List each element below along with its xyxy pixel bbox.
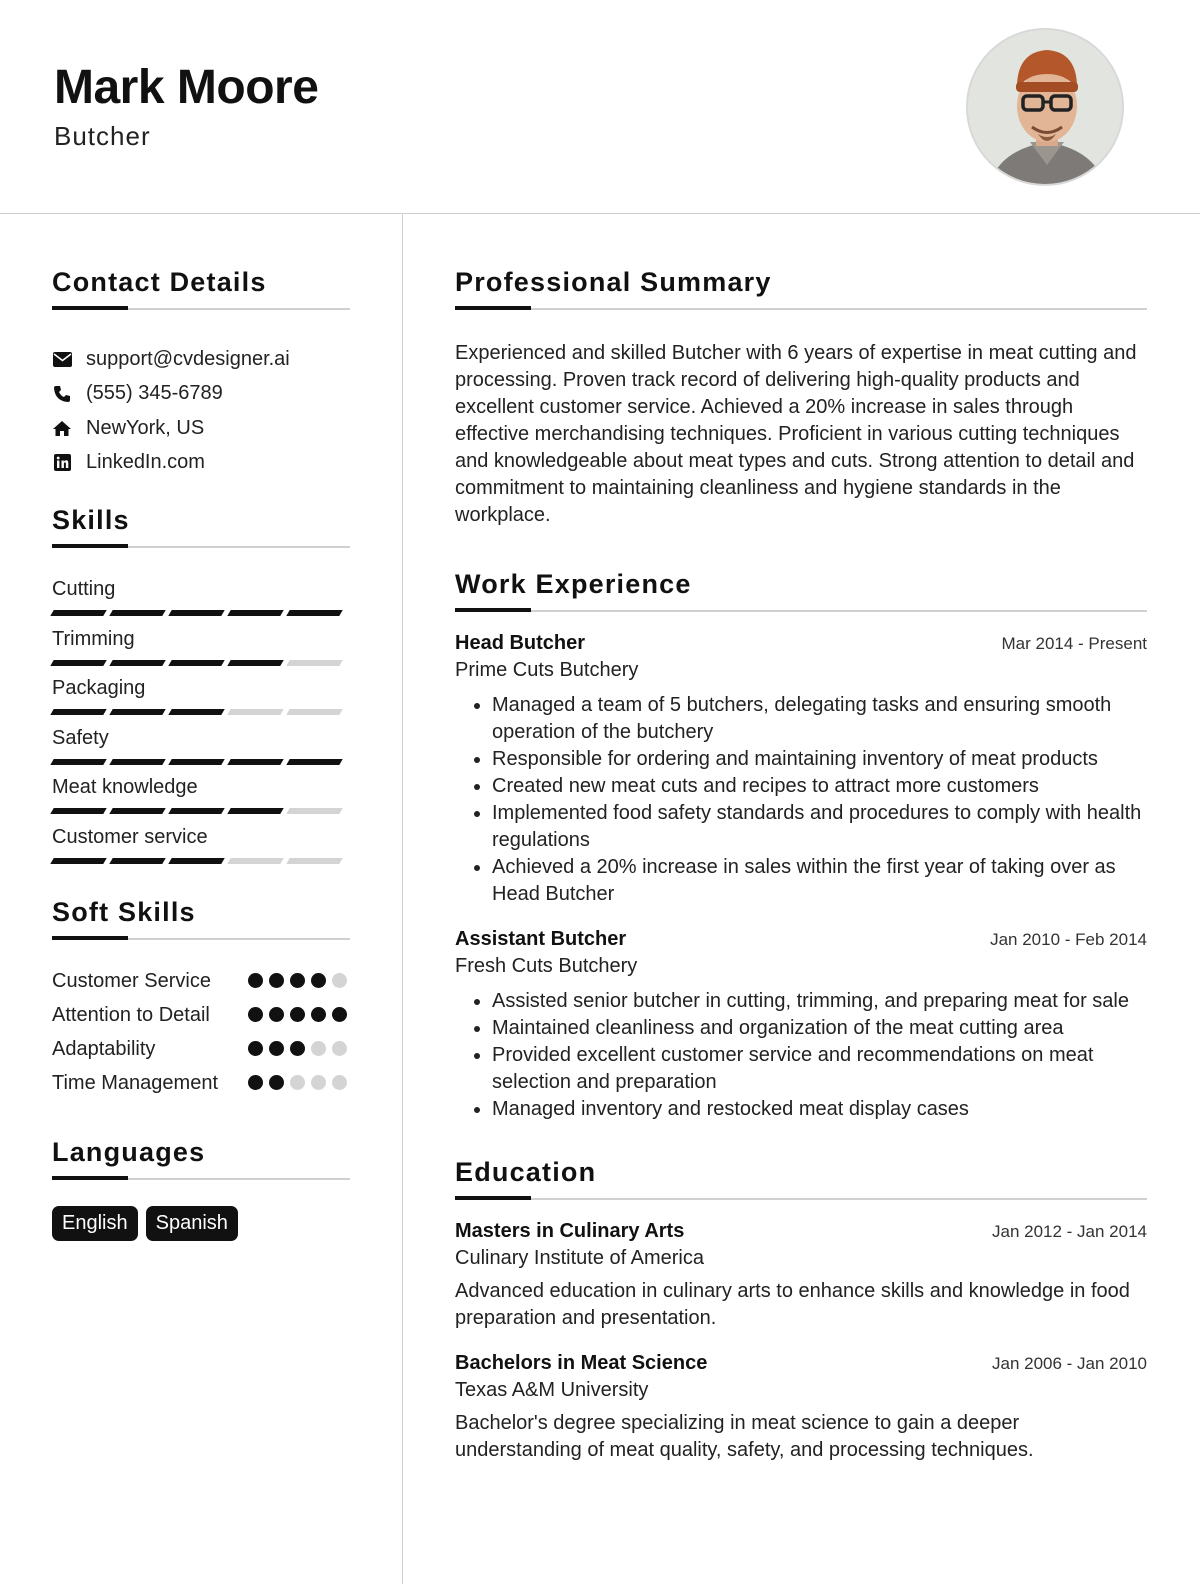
contact-location-text: NewYork, US	[86, 416, 205, 439]
soft-skills-title: Soft Skills	[52, 897, 350, 940]
experience-date: Jan 2010 - Feb 2014	[990, 930, 1147, 949]
rating-dot	[332, 1041, 347, 1056]
language-badge: English	[52, 1206, 138, 1241]
education-degree: Masters in Culinary Arts	[455, 1220, 685, 1242]
contact-list	[52, 342, 350, 480]
skill-level-segment	[168, 808, 224, 814]
skill-item	[52, 626, 350, 676]
skill-level-segment	[227, 808, 283, 814]
skill-level-segment	[109, 709, 165, 715]
profile-photo-illustration	[968, 30, 1124, 186]
envelope-icon	[52, 349, 72, 369]
soft-skill-name: Attention to Detail	[52, 1004, 210, 1026]
experience-bullet: • Responsible for ordering and maintaining inventory of meat products	[492, 746, 1147, 773]
experience-bullet: • Achieved a 20% increase in sales within the first year of taking over as Head Butcher	[492, 854, 1147, 908]
skill-item	[52, 576, 350, 626]
rating-dot	[311, 1075, 326, 1090]
rating-dot	[248, 1007, 263, 1022]
skill-level-bar	[52, 808, 350, 814]
rating-dot	[248, 1041, 263, 1056]
skill-level-segment	[227, 759, 283, 765]
rating-dot	[290, 1075, 305, 1090]
soft-skills-list	[52, 968, 350, 1097]
education-list	[455, 1220, 1147, 1464]
skill-name: Customer service	[52, 825, 208, 848]
soft-skill-name: Adaptability	[52, 1038, 156, 1060]
contact-email-text[interactable]: support@cvdesigner.ai	[86, 347, 290, 370]
skill-level-segment	[168, 858, 224, 864]
education-school: Culinary Institute of America	[455, 1247, 704, 1269]
linkedin-icon	[52, 453, 72, 473]
experience-title: Work Experience	[455, 569, 1147, 612]
skill-name: Safety	[52, 726, 109, 749]
skill-level-segment	[50, 808, 106, 814]
education-description: Advanced education in culinary arts to enhance skills and knowledge in food preparation and presentation.	[455, 1280, 1130, 1329]
skill-level-segment	[109, 610, 165, 616]
skill-item	[52, 824, 350, 874]
experience-section	[455, 569, 1147, 1123]
contact-email	[52, 342, 350, 377]
rating-dot	[332, 973, 347, 988]
rating-dot	[332, 1007, 347, 1022]
languages-list	[52, 1206, 350, 1241]
rating-dot	[269, 1041, 284, 1056]
contact-title: Contact Details	[52, 267, 350, 310]
rating-dot	[248, 1075, 263, 1090]
contact-linkedin-text[interactable]: LinkedIn.com	[86, 451, 205, 474]
skill-level-segment	[168, 610, 224, 616]
experience-bullet: • Assisted senior butcher in cutting, trimming, and preparing meat for sale	[492, 988, 1147, 1015]
experience-bullet: • Managed inventory and restocked meat display cases	[492, 1096, 1147, 1123]
summary-text: Experienced and skilled Butcher with 6 years of expertise in meat cutting and processing. Proven track record of delivering high-quality products and excellent customer service. Achieved a 20% increase in sales through effective merchandising techniques. Proficient in various cutting techniques and knowledgeable about meat types and cuts. Strong attention to detail and commitment to maintaining cleanliness and hygiene standards in the workplace.	[455, 342, 1137, 526]
skills-section	[52, 505, 350, 873]
rating-dot	[290, 1041, 305, 1056]
skill-level-segment	[50, 858, 106, 864]
experience-entry	[455, 928, 1147, 1123]
skill-level-segment	[227, 709, 283, 715]
experience-bullet: • Maintained cleanliness and organization of the meat cutting area	[492, 1015, 1147, 1042]
skill-level-segment	[227, 660, 283, 666]
skill-level-segment	[286, 610, 342, 616]
rating-dot	[248, 973, 263, 988]
experience-bullet: • Implemented food safety standards and procedures to comply with health regulations	[492, 800, 1147, 854]
rating-dot	[269, 1007, 284, 1022]
contact-section	[52, 267, 350, 480]
experience-date: Mar 2014 - Present	[1001, 634, 1147, 653]
experience-bullets	[455, 692, 1147, 908]
skill-level-bar	[52, 858, 350, 864]
soft-skills-section	[52, 897, 350, 1097]
experience-company: Prime Cuts Butchery	[455, 659, 639, 681]
education-date: Jan 2012 - Jan 2014	[991, 1222, 1147, 1241]
skills-list	[52, 576, 350, 873]
contact-linkedin	[52, 446, 350, 481]
education-header	[455, 1352, 1147, 1375]
soft-skill-item	[52, 968, 350, 995]
skill-level-segment	[50, 610, 106, 616]
experience-entry	[455, 632, 1147, 908]
summary-title: Professional Summary	[455, 267, 1147, 310]
skill-name: Meat knowledge	[52, 776, 198, 798]
rating-dot	[290, 973, 305, 988]
rating-dot	[269, 973, 284, 988]
contact-phone-text[interactable]: (555) 345-6789	[86, 382, 223, 405]
soft-skill-name: Time Management	[52, 1072, 218, 1094]
education-description: Bachelor's degree specializing in meat science to gain a deeper understanding of meat quality, safety, and processing techniques.	[455, 1412, 1034, 1461]
rating-dot	[290, 1007, 305, 1022]
column-divider	[402, 214, 403, 1584]
soft-skill-rating	[248, 1041, 347, 1056]
soft-skill-rating	[248, 1007, 347, 1022]
skill-level-segment	[286, 660, 342, 666]
education-school: Texas A&M University	[455, 1379, 649, 1401]
experience-role: Head Butcher	[455, 632, 586, 654]
skill-item	[52, 774, 350, 824]
experience-header	[455, 632, 1147, 655]
languages-section	[52, 1137, 350, 1241]
languages-title: Languages	[52, 1137, 350, 1180]
resume-header	[0, 0, 1200, 214]
skill-level-segment	[286, 709, 342, 715]
skill-item	[52, 675, 350, 725]
skill-name: Packaging	[52, 677, 146, 699]
education-entry	[455, 1220, 1147, 1332]
skill-level-segment	[227, 858, 283, 864]
skill-level-bar	[52, 660, 350, 666]
home-icon	[52, 418, 72, 438]
skill-level-segment	[286, 759, 342, 765]
skill-level-segment	[50, 759, 106, 765]
main-content	[455, 214, 1147, 1464]
skill-level-segment	[109, 858, 165, 864]
skill-level-segment	[286, 808, 342, 814]
profile-photo	[966, 28, 1124, 186]
skill-level-bar	[52, 709, 350, 715]
skill-level-segment	[109, 660, 165, 666]
rating-dot	[332, 1075, 347, 1090]
experience-role: Assistant Butcher	[455, 928, 627, 950]
education-date: Jan 2006 - Jan 2010	[991, 1354, 1147, 1373]
experience-list	[455, 632, 1147, 1123]
rating-dot	[311, 1007, 326, 1022]
summary-section	[455, 267, 1147, 529]
rating-dot	[311, 1041, 326, 1056]
skill-level-segment	[109, 808, 165, 814]
skill-level-segment	[227, 610, 283, 616]
education-entry	[455, 1352, 1147, 1464]
soft-skill-item	[52, 1002, 350, 1029]
experience-bullets	[455, 988, 1147, 1123]
soft-skill-rating	[248, 1075, 347, 1090]
skill-level-bar	[52, 610, 350, 616]
experience-company: Fresh Cuts Butchery	[455, 955, 638, 977]
experience-bullet: • Managed a team of 5 butchers, delegating tasks and ensuring smooth operation of the butchery	[492, 692, 1147, 746]
skill-level-segment	[168, 759, 224, 765]
skill-level-segment	[168, 660, 224, 666]
experience-bullet: • Provided excellent customer service and recommendations on meat selection and preparation	[492, 1042, 1147, 1096]
skill-level-segment	[50, 709, 106, 715]
candidate-name: Mark Moore	[54, 61, 319, 114]
language-badge: Spanish	[146, 1206, 238, 1241]
skill-level-segment	[286, 858, 342, 864]
rating-dot	[311, 973, 326, 988]
skill-item	[52, 725, 350, 775]
skill-level-bar	[52, 759, 350, 765]
skill-level-segment	[109, 759, 165, 765]
soft-skill-name: Customer Service	[52, 970, 211, 992]
candidate-title: Butcher	[54, 121, 151, 151]
skills-title: Skills	[52, 505, 350, 548]
soft-skill-item	[52, 1036, 350, 1063]
phone-icon	[52, 384, 72, 404]
contact-phone	[52, 377, 350, 412]
education-title: Education	[455, 1157, 1147, 1200]
rating-dot	[269, 1075, 284, 1090]
education-section	[455, 1157, 1147, 1464]
contact-location	[52, 411, 350, 446]
experience-header	[455, 928, 1147, 951]
sidebar	[52, 214, 350, 1241]
education-header	[455, 1220, 1147, 1243]
skill-name: Trimming	[52, 627, 135, 650]
skill-name: Cutting	[52, 578, 116, 600]
experience-bullet: • Created new meat cuts and recipes to attract more customers	[492, 773, 1147, 800]
soft-skill-rating	[248, 973, 347, 988]
skill-level-segment	[168, 709, 224, 715]
education-degree: Bachelors in Meat Science	[455, 1352, 708, 1374]
skill-level-segment	[50, 660, 106, 666]
soft-skill-item	[52, 1070, 350, 1097]
